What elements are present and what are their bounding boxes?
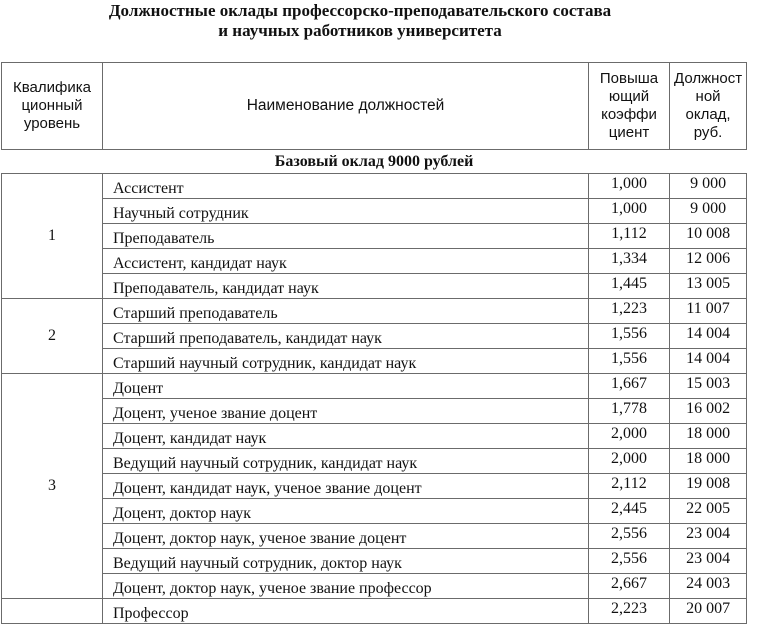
table-row	[2, 574, 747, 599]
salary-cell: 24 003	[670, 574, 747, 599]
base-salary: Базовый оклад 9000 рублей	[2, 150, 747, 174]
salary-cell: 22 005	[670, 499, 747, 524]
coef-cell: 2,556	[589, 549, 670, 574]
table-row	[2, 549, 747, 574]
position-name: Доцент, доктор наук	[103, 499, 589, 524]
position-name: Доцент, кандидат наук, ученое звание доцент	[103, 474, 589, 499]
salary-cell: 23 004	[670, 524, 747, 549]
position-name: Ведущий научный сотрудник, доктор наук	[103, 549, 589, 574]
table-row	[2, 374, 747, 399]
level-cell: 2	[2, 299, 103, 374]
level-cell: 3	[2, 374, 103, 599]
salary-cell: 19 008	[670, 474, 747, 499]
header-position: Наименование должностей	[103, 63, 589, 150]
coef-cell: 1,778	[589, 399, 670, 424]
coef-cell: 1,667	[589, 374, 670, 399]
table-row	[2, 324, 747, 349]
table-row	[2, 599, 747, 624]
table-row	[2, 399, 747, 424]
position-name: Старший научный сотрудник, кандидат наук	[103, 349, 589, 374]
position-name: Ассистент	[103, 174, 589, 199]
salary-cell: 11 007	[670, 299, 747, 324]
table-row	[2, 274, 747, 299]
salary-cell: 16 002	[670, 399, 747, 424]
position-name: Ассистент, кандидат наук	[103, 249, 589, 274]
salary-cell: 9 000	[670, 174, 747, 199]
header-row	[2, 63, 747, 150]
salary-cell: 13 005	[670, 274, 747, 299]
position-name: Доцент, ученое звание доцент	[103, 399, 589, 424]
table-row	[2, 524, 747, 549]
coef-cell: 1,000	[589, 174, 670, 199]
coef-cell: 2,223	[589, 599, 670, 624]
table-row	[2, 299, 747, 324]
position-name: Профессор	[103, 599, 589, 624]
document-title	[0, 0, 765, 41]
table-row	[2, 474, 747, 499]
salary-cell: 23 004	[670, 549, 747, 574]
coef-cell: 2,112	[589, 474, 670, 499]
base-salary-row	[2, 150, 747, 174]
coef-cell: 1,556	[589, 324, 670, 349]
table-row	[2, 449, 747, 474]
salary-cell: 14 004	[670, 349, 747, 374]
table-row	[2, 199, 747, 224]
coef-cell: 1,112	[589, 224, 670, 249]
coef-cell: 1,223	[589, 299, 670, 324]
salary-cell: 15 003	[670, 374, 747, 399]
coef-cell: 1,334	[589, 249, 670, 274]
position-name: Преподаватель, кандидат наук	[103, 274, 589, 299]
position-name: Преподаватель	[103, 224, 589, 249]
salary-cell: 18 000	[670, 449, 747, 474]
salary-table	[1, 62, 747, 624]
coef-cell: 1,000	[589, 199, 670, 224]
header-salary: Должност ной оклад, руб.	[670, 63, 747, 150]
table-row	[2, 249, 747, 274]
table-row	[2, 499, 747, 524]
table-row	[2, 349, 747, 374]
position-name: Доцент, кандидат наук	[103, 424, 589, 449]
position-name: Ведущий научный сотрудник, кандидат наук	[103, 449, 589, 474]
salary-cell: 20 007	[670, 599, 747, 624]
position-name: Доцент, доктор наук, ученое звание доцент	[103, 524, 589, 549]
coef-cell: 2,000	[589, 424, 670, 449]
salary-cell: 10 008	[670, 224, 747, 249]
coef-cell: 1,445	[589, 274, 670, 299]
level-cell: 1	[2, 174, 103, 299]
coef-cell: 2,000	[589, 449, 670, 474]
salary-cell: 18 000	[670, 424, 747, 449]
salary-cell: 9 000	[670, 199, 747, 224]
salary-cell: 12 006	[670, 249, 747, 274]
header-level: Квалифика ционный уровень	[2, 63, 103, 150]
position-name: Доцент, доктор наук, ученое звание профессор	[103, 574, 589, 599]
salary-cell: 14 004	[670, 324, 747, 349]
position-name: Научный сотрудник	[103, 199, 589, 224]
coef-cell: 1,556	[589, 349, 670, 374]
position-name: Старший преподаватель	[103, 299, 589, 324]
header-coef: Повыша ющий коэффи циент	[589, 63, 670, 150]
title-line-2: и научных работников университета	[218, 21, 502, 40]
coef-cell: 2,667	[589, 574, 670, 599]
table-row	[2, 174, 747, 199]
title-line-1: Должностные оклады профессорско-преподавательского состава	[108, 1, 612, 20]
coef-cell: 2,556	[589, 524, 670, 549]
position-name: Старший преподаватель, кандидат наук	[103, 324, 589, 349]
table-row	[2, 424, 747, 449]
coef-cell: 2,445	[589, 499, 670, 524]
level-cell	[2, 599, 103, 624]
table-row	[2, 224, 747, 249]
position-name: Доцент	[103, 374, 589, 399]
